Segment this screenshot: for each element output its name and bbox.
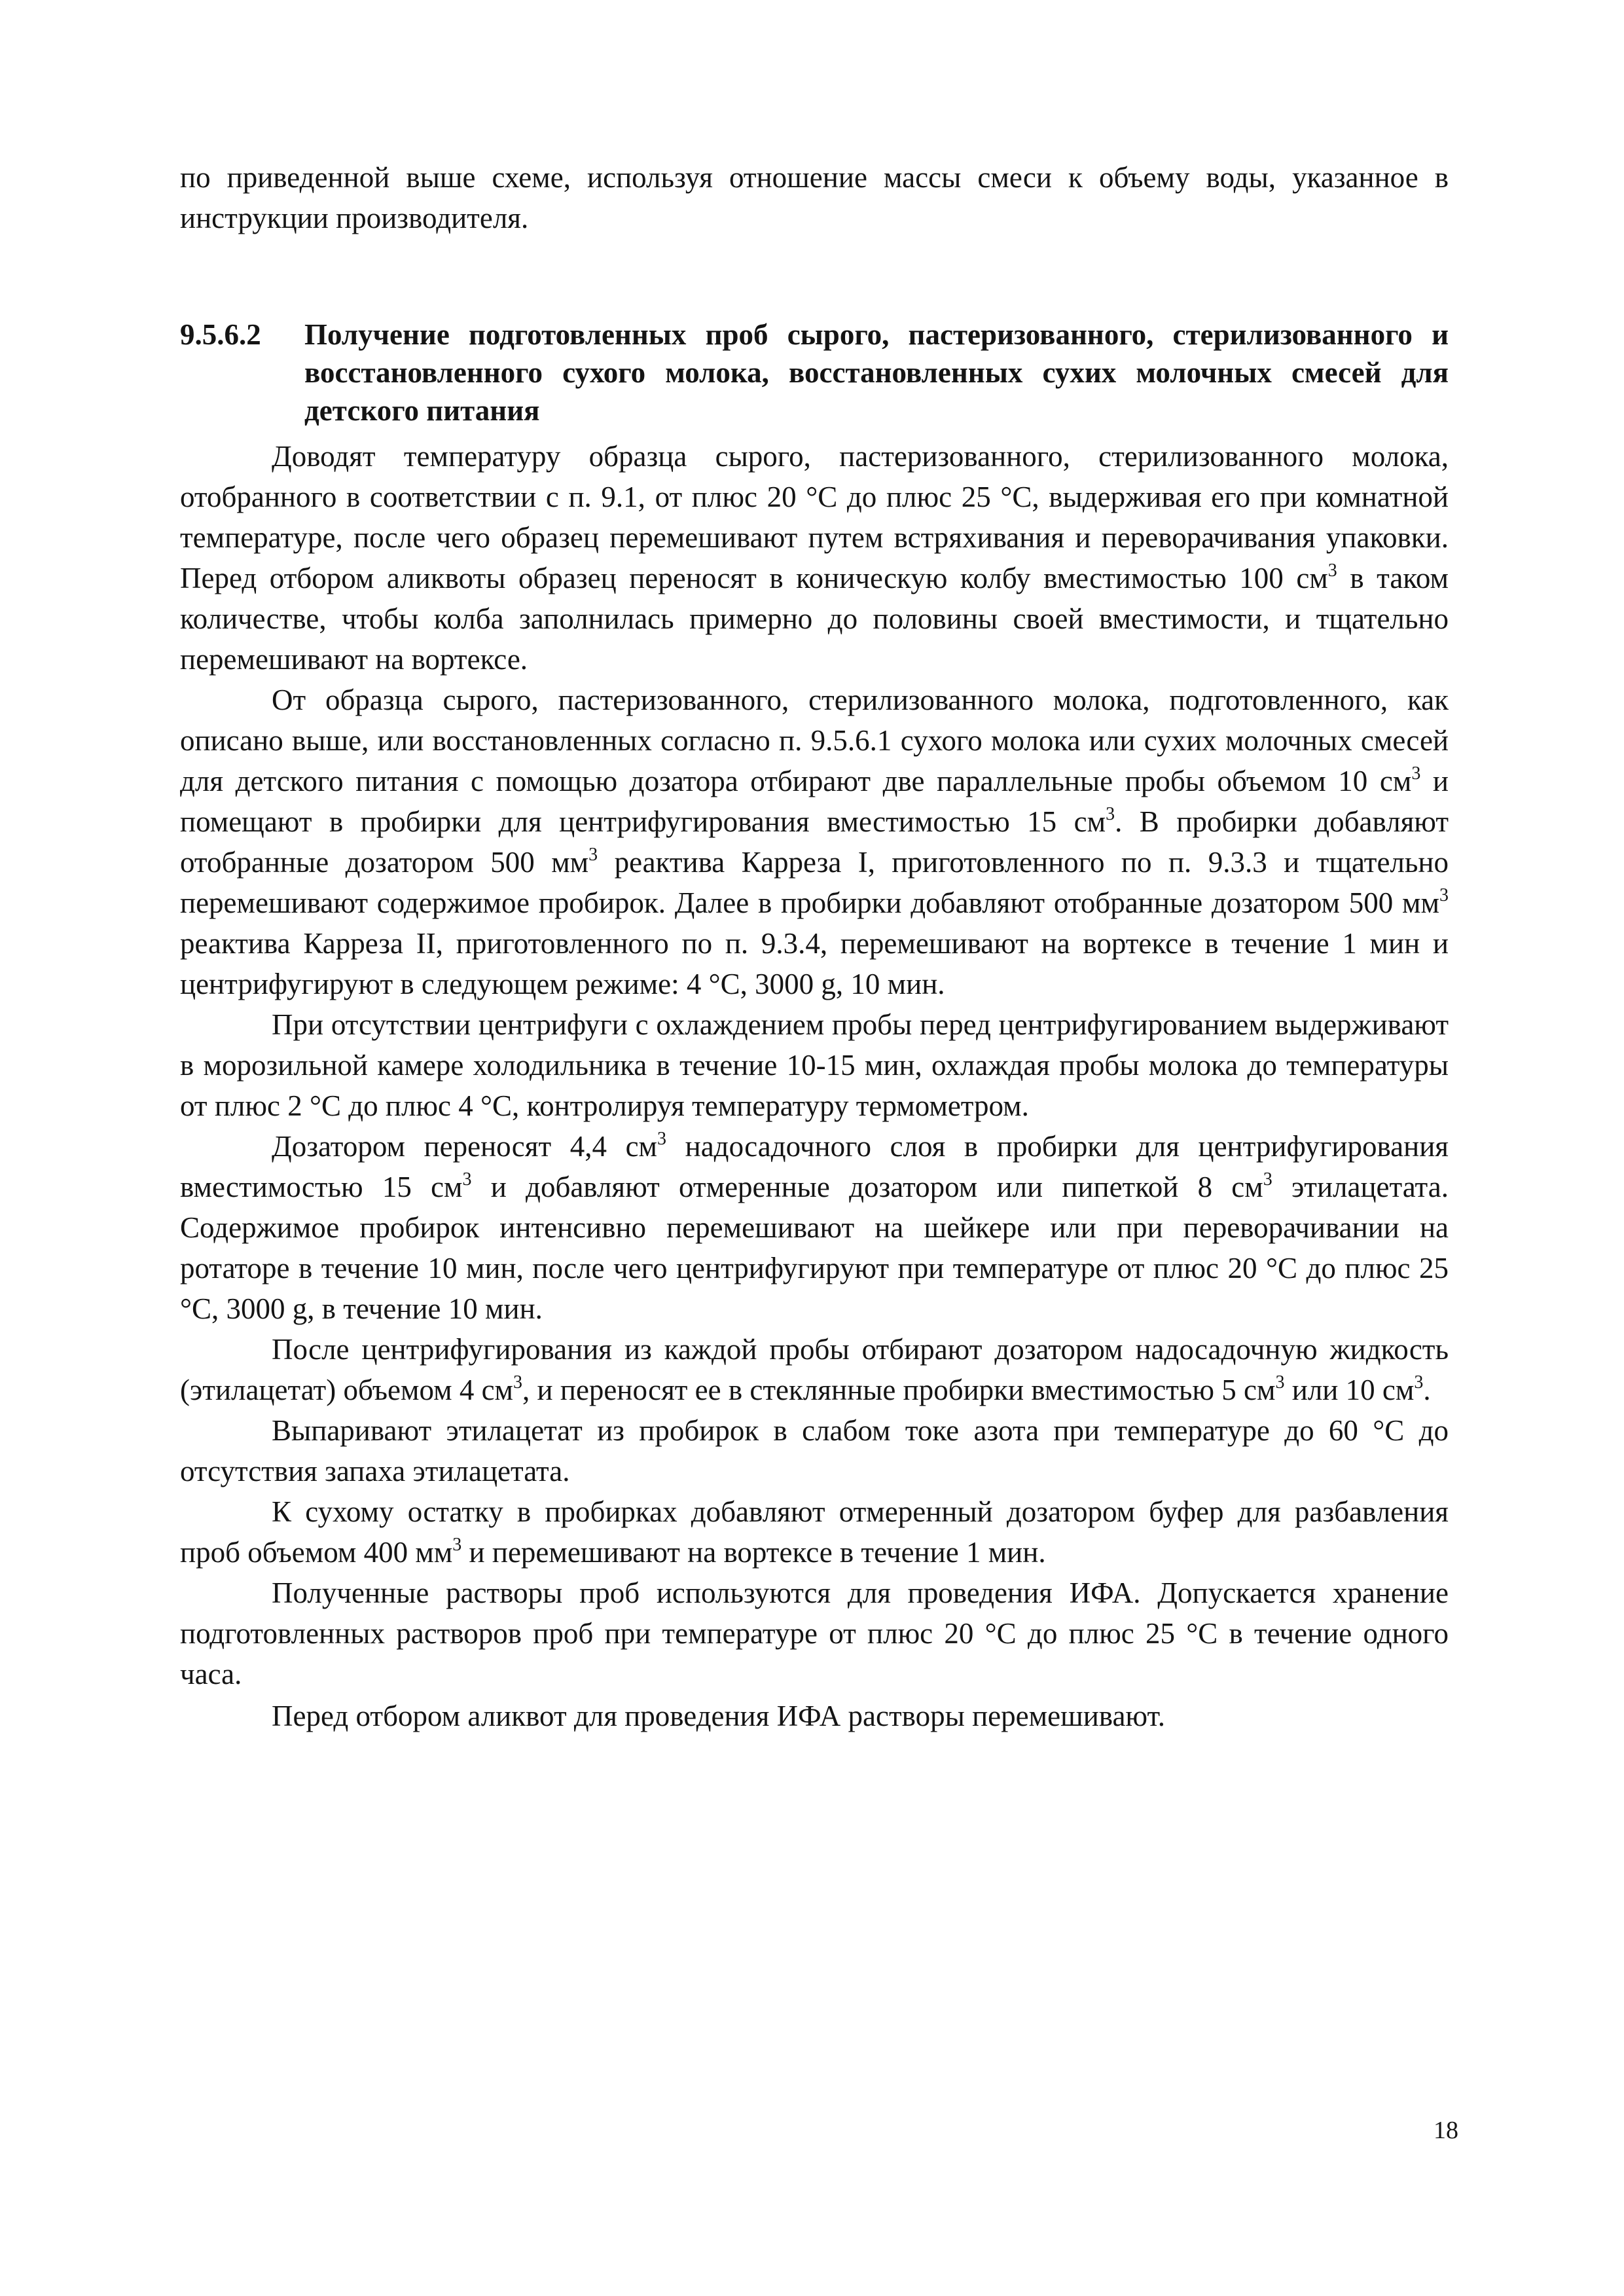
superscript: 3 <box>462 1169 472 1190</box>
text-run: От образца сырого, пастеризованного, стерилизованного молока, подготовленного, как описано выше, или восстановленных согласно п. 9.5.6.1 сухого молока или сухих молочных смесей для детского питания с помощью дозатора отбирают две параллельные пробы объемом 10 см <box>180 683 1449 797</box>
superscript: 3 <box>1106 804 1115 824</box>
text-run: в таком количестве, чтобы колба заполнилась примерно до половины своей вместимости, и тщательно перемешивают на вортексе. <box>180 562 1449 676</box>
superscript: 3 <box>452 1535 462 1555</box>
text-run: этилацетата. Содержимое пробирок интенсивно перемешивают на шейкере или при переворачивании на ротаторе в течение 10 мин, после чего центрифугируют при температуре от плюс 20 °С до плюс 25 °С, 3000 g, в течение 10 мин. <box>180 1171 1449 1325</box>
text-run: . <box>1423 1374 1431 1406</box>
text-run: К сухому остатку в пробирках добавляют отмеренный дозатором буфер для разбавления проб объемом 400 мм <box>180 1495 1449 1569</box>
superscript: 3 <box>588 845 598 865</box>
paragraph-ethyl-acetate <box>180 1126 1449 1329</box>
section-number: 9.5.6.2 <box>180 318 261 351</box>
text-run: . В пробирки добавляют отобранные дозатором 500 мм <box>180 805 1449 879</box>
page-number: 18 <box>1434 2117 1458 2144</box>
paragraph-mixing: Перед отбором аликвот для проведения ИФА растворы перемешивают. <box>272 1700 1165 1732</box>
superscript: 3 <box>1411 763 1421 784</box>
paragraph-supernatant <box>180 1329 1449 1410</box>
text-run: Доводят температуру образца сырого, пастеризованного, стерилизованного молока, отобранного в соответствии с п. 9.1, от плюс 20 °С до плюс 25 °С, выдерживая его при комнатной температуре, после чего образец перемешивают путем встряхивания и переворачивания упаковки. Перед отбором аликвоты образец переносят в коническую колбу вместимостью 100 см <box>180 440 1449 594</box>
text-run: реактива Карреза I, приготовленного по п. 9.3.3 и тщательно перемешивают содержимое пробирок. Далее в пробирки добавляют отобранные дозатором 500 мм <box>180 846 1449 919</box>
superscript: 3 <box>1327 560 1337 581</box>
text-run: и перемешивают на вортексе в течение 1 мин. <box>461 1536 1046 1569</box>
superscript: 3 <box>657 1129 667 1149</box>
text-run: или 10 см <box>1284 1374 1415 1406</box>
document-page <box>180 157 1449 1736</box>
superscript: 3 <box>1275 1372 1285 1393</box>
text-run: реактива Карреза II, приготовленного по п. 9.3.4, перемешивают на вортексе в течение 1 мин и центрифугируют в следующем режиме: 4 °С, 3000 g, 10 мин. <box>180 927 1449 1000</box>
text-run: После центрифугирования из каждой пробы отбирают дозатором надосадочную жидкость (этилацетат) объемом 4 см <box>180 1333 1449 1406</box>
intro-paragraph: по приведенной выше схеме, используя отношение массы смеси к объему воды, указанное в инструкции производителя. <box>180 161 1449 234</box>
paragraph-evaporation: Выпаривают этилацетат из пробирок в слабом токе азота при температуре до 60 °С до отсутствия запаха этилацетата. <box>180 1414 1449 1487</box>
text-run: и добавляют отмеренные дозатором или пипеткой 8 см <box>471 1171 1263 1203</box>
paragraph-dilution-buffer <box>180 1491 1449 1573</box>
superscript: 3 <box>513 1372 523 1393</box>
superscript: 3 <box>1414 1372 1424 1393</box>
text-run: и помещают в пробирки для центрифугирования вместимостью 15 см <box>180 765 1449 838</box>
text-run: Дозатором переносят 4,4 см <box>272 1130 658 1163</box>
superscript: 3 <box>1439 885 1449 905</box>
text-run: , и переносят ее в стеклянные пробирки вместимостью 5 см <box>522 1374 1276 1406</box>
section-title: Получение подготовленных проб сырого, пастеризованного, стерилизованного и восстановленного сухого молока, восстановленных сухих молочных смесей для детского питания <box>304 318 1449 427</box>
paragraph-no-centrifuge: При отсутствии центрифуги с охлаждением пробы перед центрифугированием выдерживают в морозильной камере холодильника в течение 10-15 мин, охлаждая пробы молока до температуры от плюс 2 °С до плюс 4 °С, контролируя температуру термометром. <box>180 1008 1449 1122</box>
section-heading <box>180 316 1449 429</box>
text-run: надосадочного слоя в пробирки для центрифугирования вместимостью 15 см <box>180 1130 1449 1203</box>
paragraph-sample-temperature <box>180 436 1449 680</box>
paragraph-carrez-reagents <box>180 680 1449 1004</box>
superscript: 3 <box>1263 1169 1272 1190</box>
paragraph-storage: Полученные растворы проб используются для проведения ИФА. Допускается хранение подготовленных растворов проб при температуре от плюс 20 °С до плюс 25 °С в течение одного часа. <box>180 1576 1449 1690</box>
